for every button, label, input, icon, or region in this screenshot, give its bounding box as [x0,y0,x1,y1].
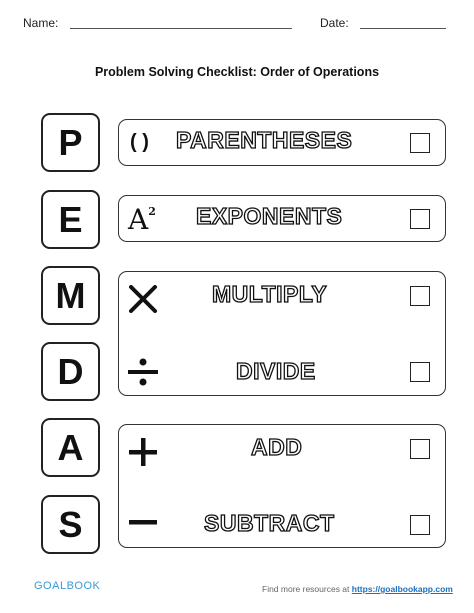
add-word: ADD [251,434,303,460]
footer-prefix: Find more resources at [262,584,350,594]
name-label: Name: [23,16,59,30]
subtract-word: SUBTRACT [204,510,335,536]
date-line[interactable] [360,28,446,29]
letter-tile-d: D [41,342,100,401]
minus-icon [127,518,159,528]
letter-tile-p: P [41,113,100,172]
footer-link[interactable]: https://goalbookapp.com [351,584,453,594]
date-label: Date: [320,16,349,30]
divide-word: DIVIDE [236,358,316,384]
divide-checkbox[interactable] [410,362,430,382]
letter-tile-m: M [41,266,100,325]
parentheses-checkbox[interactable] [410,133,430,153]
divide-icon [126,357,160,387]
letter-tile-s: S [41,495,100,554]
letter-tile-e: E [41,190,100,249]
parentheses-icon: ( ) [130,131,149,153]
exponent-icon [128,203,156,236]
multiply-checkbox[interactable] [410,286,430,306]
multiply-word: MULTIPLY [212,281,328,307]
exponent-base: A [128,203,149,236]
exponents-checkbox[interactable] [410,209,430,229]
add-checkbox[interactable] [410,439,430,459]
plus-icon [127,436,159,468]
goalbook-logo: GOALBOOK [34,580,101,592]
parentheses-word: PARENTHESES [176,127,353,153]
exponent-power: 2 [148,205,156,218]
name-line[interactable] [70,28,292,29]
footer-text [262,584,453,594]
multiply-icon [128,285,158,313]
letter-tile-a: A [41,418,100,477]
page-title: Problem Solving Checklist: Order of Operations [94,65,380,79]
exponents-word: EXPONENTS [196,203,343,229]
subtract-checkbox[interactable] [410,515,430,535]
